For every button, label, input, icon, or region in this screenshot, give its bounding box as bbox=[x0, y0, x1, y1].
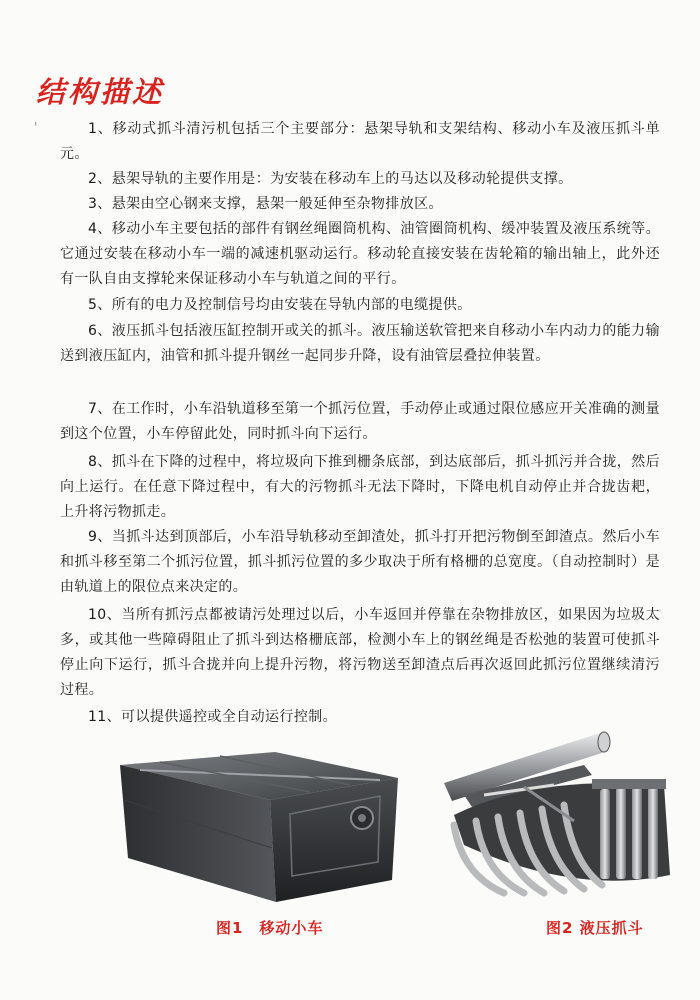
paragraph-7: 7、在工作时，小车沿轨道移至第一个抓污位置，手动停止或通过限位感应开关准确的测量到这个位置，小车停留此处，同时抓斗向下运行。 bbox=[60, 401, 660, 442]
paragraph-11: 11、可以提供遥控或全自动运行控制。 bbox=[88, 709, 338, 725]
paragraph-1: 1、移动式抓斗清污机包括三个主要部分：悬架导轨和支架结构、移动小车及液压抓斗单元。 bbox=[60, 121, 660, 162]
section-title: 结构描述 bbox=[36, 75, 165, 109]
paragraph-5: 5、所有的电力及控制信号均由安装在导轨内部的电缆提供。 bbox=[88, 297, 472, 313]
trolley-illustration bbox=[80, 730, 420, 910]
paragraph-2: 2、悬架导轨的主要作用是：为安装在移动车上的马达以及移动轮提供支撑。 bbox=[88, 171, 573, 187]
paragraph-10: 10、当所有抓污点都被请污处理过以后，小车返回并停靠在杂物排放区，如果因为垃圾太多，或其他一些障碍阻止了抓斗到达格栅底部，检测小车上的钢丝绳是否松弛的装置可使抓斗停止向下运行，抓斗合拢并向上提升污物，将污物送至卸渣点后再次返回此抓污位置继续清污过程。 bbox=[60, 607, 660, 698]
figure-1-caption: 图1 移动小车 bbox=[216, 919, 324, 937]
figure-2-caption: 图2 液压抓斗 bbox=[546, 919, 644, 937]
grab-illustration bbox=[424, 725, 686, 915]
paragraph-3: 3、悬架由空心钢来支撑，悬架一般延伸至杂物排放区。 bbox=[88, 196, 443, 212]
paragraph-8: 8、抓斗在下降的过程中，将垃圾向下推到栅条底部，到达底部后，抓斗抓污并合拢，然后向上运行。在任意下降过程中，有大的污物抓斗无法下降时，下降电机自动停止并合拢齿耙，上升将污物抓走。 bbox=[60, 454, 660, 520]
margin-mark: ' bbox=[34, 120, 38, 134]
figure-trolley bbox=[80, 730, 420, 910]
paragraph-9: 9、当抓斗达到顶部后，小车沿导轨移动至卸渣处，抓斗打开把污物倒至卸渣点。然后小车和抓斗移至第二个抓污位置，抓斗抓污位置的多少取决于所有格栅的总宽度。（自动控制时）是由轨道上的限位点来决定的。 bbox=[60, 529, 660, 595]
paragraph-4: 4、移动小车主要包括的部件有钢丝绳圈筒机构、油管圈筒机构、缓冲装置及液压系统等。它通过安装在移动小车一端的减速机驱动运行。移动轮直接安装在齿轮箱的输出轴上，此外还有一队自由支撑轮来保证移动小车与轨道之间的平行。 bbox=[60, 221, 660, 287]
paragraph-6: 6、液压抓斗包括液压缸控制开或关的抓斗。液压输送软管把来自移动小车内动力的能力输送到液压缸内，油管和抓斗提升钢丝一起同步升降，设有油管层叠拉伸装置。 bbox=[60, 323, 660, 364]
figure-grab bbox=[424, 725, 686, 915]
